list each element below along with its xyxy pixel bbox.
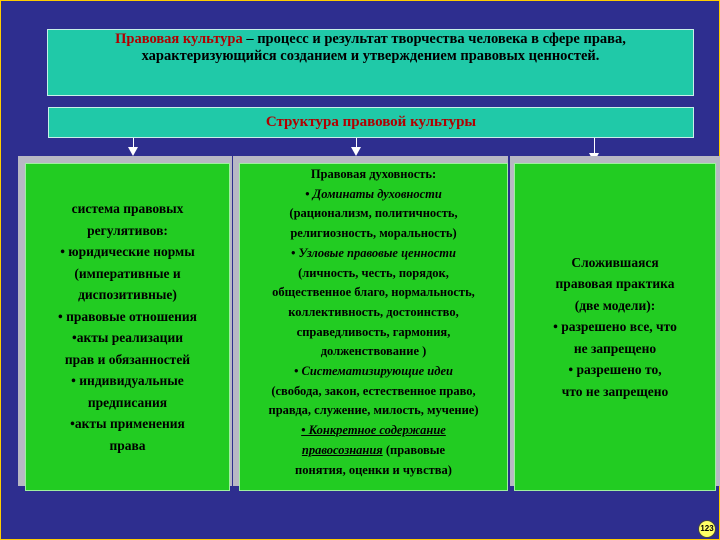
definition-box — [47, 29, 694, 96]
spirituality-item2-title: • Узловые правовые ценности — [291, 245, 456, 260]
spirituality-item2-text: (личность, честь, порядок, общественное благо, нормальность, коллективность, достоинство, справедливость, гармония, долженствование ) — [272, 265, 475, 359]
arrow-middle-head — [351, 147, 361, 156]
spirituality-item1-text: (рационализм, политичность, религиозность, моральность) — [289, 206, 458, 241]
box-legal-spirituality — [239, 163, 508, 491]
spirituality-heading: Правовая духовность: — [310, 167, 437, 181]
arrow-left-head — [128, 147, 138, 156]
structure-title: Структура правовой культуры — [48, 107, 694, 138]
box-legal-regulators — [25, 163, 230, 491]
spirituality-item3-text: (свобода, закон, естественное право, правда, служение, милость, мучение) — [268, 383, 479, 418]
page-number-badge: 123 — [698, 520, 716, 538]
spirituality-item3-title: • Систематизирующие идеи — [294, 364, 453, 379]
spirituality-item1-title: • Доминаты духовности — [305, 186, 442, 201]
box-legal-regulators-text: система правовых регулятивов: • юридические нормы (императивные и диспозитивные) • правовые отношения •акты реализации прав и обязанностей • индивидуальные предписания •акты применения права — [58, 201, 197, 453]
arrow-right-line — [594, 138, 595, 154]
box-legal-practice — [514, 163, 716, 491]
box-legal-practice-text: Сложившаяся правовая практика (две модели): • разрешено все, что не запрещено • разрешено то, что не запрещено — [553, 254, 677, 399]
spirituality-item4-title2: правосознания — [301, 442, 383, 457]
spirituality-item4-title: • Конкретное содержание — [301, 423, 446, 438]
spirituality-item4-text: (правовые понятия, оценки и чувства) — [295, 442, 452, 477]
definition-text: – процесс и результат творчества человека в сфере права, характеризующийся созданием и утверждением правовых ценностей. — [141, 31, 626, 64]
definition-term: Правовая культура — [115, 31, 243, 47]
box-legal-spirituality-text — [269, 164, 479, 480]
